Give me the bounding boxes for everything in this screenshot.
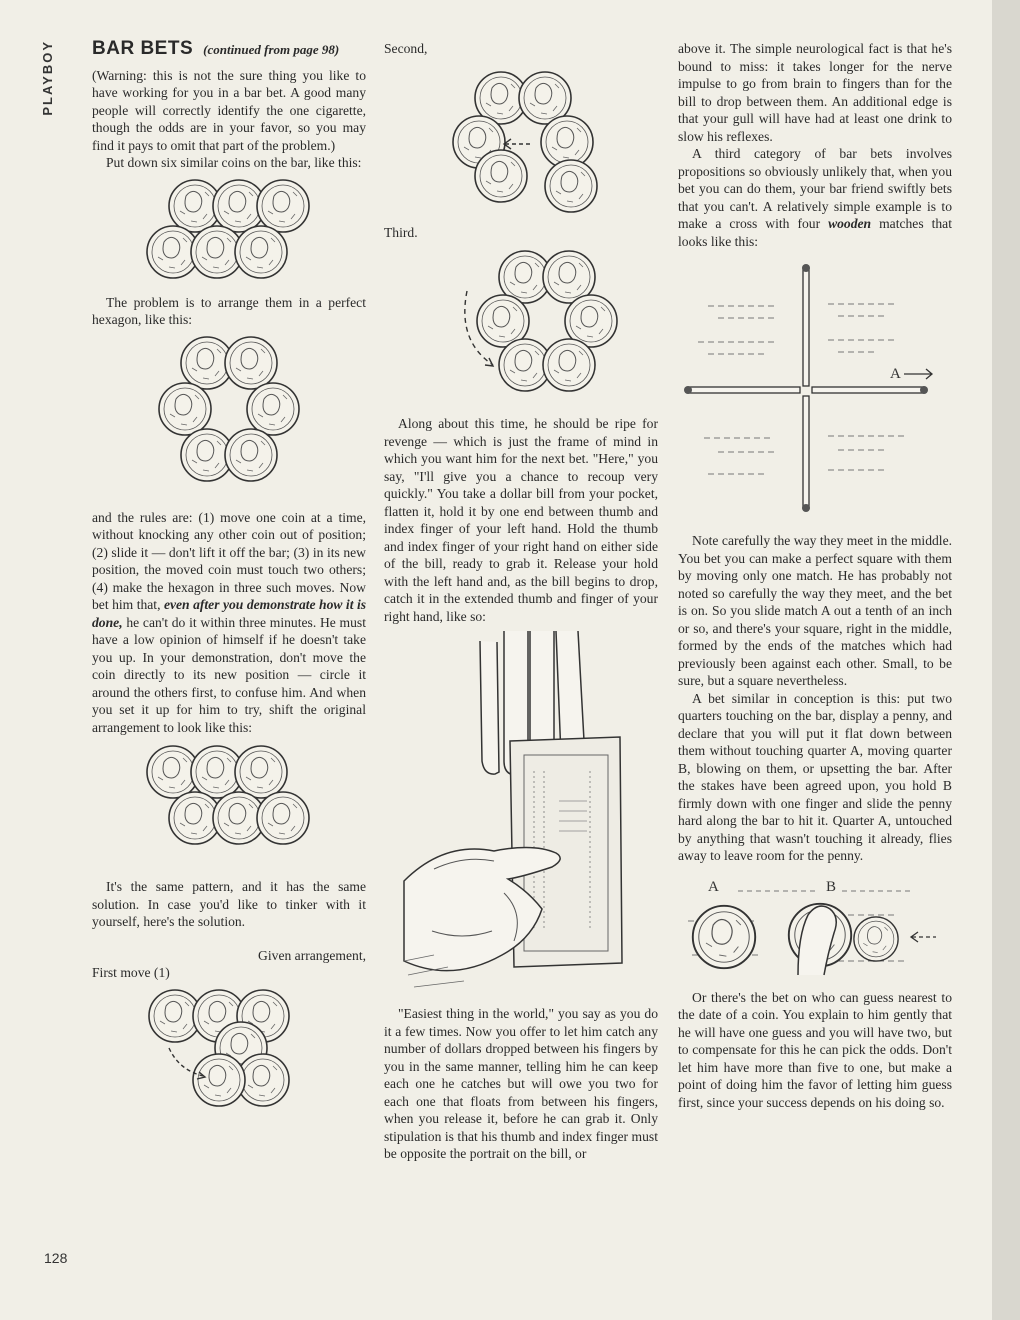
coin-label-b: B bbox=[826, 878, 837, 895]
magazine-name: PLAYBOY bbox=[40, 40, 55, 116]
match-label-a: A bbox=[890, 366, 901, 382]
caption-given-arrangement: Given arrangement, bbox=[258, 947, 366, 963]
coin-figure-shifted bbox=[139, 742, 319, 862]
caption-second: Second, bbox=[384, 41, 428, 56]
column-1 bbox=[92, 40, 366, 1114]
paragraph: and the rules are: (1) move one coin at a time, without knocking any other coin out of position; (2) slide it — don't lift it off the bar; (3) in its new position, the moved coin must touch two others; (4) make the hexagon in three such moves. Now bet him that, even after you demonstrate how it is done, he can't do it within three minutes. He must have a low opinion of himself if he doesn't take you up. In your demonstration, don't move the coin directly to its new position — circle it around the others first, to confuse him. And when you set it up for him to try, shift the original arrangement to look like this: bbox=[92, 509, 367, 735]
page-number: 128 bbox=[44, 1250, 68, 1266]
page-edge bbox=[992, 0, 1020, 1320]
column-3 bbox=[678, 40, 952, 1111]
caption-third: Third. bbox=[384, 224, 418, 240]
coin-figure-hexagon bbox=[139, 335, 319, 495]
paragraph: above it. The simple neurological fact is that he's bound to miss: it takes longer for the nerve impulse to go from brain to fingers than for the bill to drop between them. An additional edge is that your gull will have had at least one drink to slow his reflexes. bbox=[678, 41, 952, 144]
coin-figure-initial bbox=[139, 178, 319, 288]
paragraph: Note carefully the way they meet in the middle. You bet you can make a perfect square with them by moving only one match. He has probably not noted so carefully the way they meet, and the bet is on. So you slide match A out a tenth of an inch or so, and there's your square, right in the middle, formed by the ends of the matches which had previously been against each other. Small, to be sure, but a square nevertheless. bbox=[678, 533, 952, 688]
column-2 bbox=[384, 40, 658, 1163]
paragraph: Put down six similar coins on the bar, like this: bbox=[106, 155, 362, 170]
four-matches-cross-figure bbox=[678, 256, 952, 526]
quarters-and-penny-figure bbox=[678, 871, 952, 981]
paragraph: "Easiest thing in the world," you say as you do it a few times. Now you offer to let him catch any number of dollars dropped between his fingers by you in the same manner, telling him he can keep each one he catches but will owe you two for each one that floats from between his fingers, when you release it, before he can grab it. Only stipulation is that his thumb and index finger must be opposite the portrait on the bill, or bbox=[384, 1006, 658, 1161]
caption-first-move: First move (1) bbox=[92, 965, 170, 980]
article-title: BAR BETS bbox=[92, 38, 194, 59]
article-header bbox=[92, 40, 366, 59]
continued-note: (continued from page 98) bbox=[203, 42, 340, 57]
hand-catching-bill-illustration bbox=[384, 631, 658, 991]
coin-label-a: A bbox=[708, 878, 719, 895]
coin-figure-second-move bbox=[421, 64, 621, 214]
paragraph: Or there's the bet on who can guess nearest to the date of a coin. You explain to him gently that he will have one guess and you will have two, but to compensate for this he can pick the odds. Don't let him have more than five to one, but make a point of doing him the favor of letting him guess first, since your success depends on his doing so. bbox=[678, 989, 952, 1110]
paragraph: A third category of bar bets involves propositions so obviously unlikely that, when you bet you can do them, your bar friend swiftly bets that you can't. A relatively simple example is to make a cross with four wooden matches that looks like this: bbox=[678, 146, 952, 249]
paragraph: Along about this time, he should be ripe for revenge — which is just the frame of mind in which you want him for the next bet. "Here," you say, "I'll give you a chance to recoup very quickly." You take a dollar bill from your pocket, flatten it, hold it by one end between thumb and index finger of your left hand. Hold the thumb and index finger of your right hand on either side of the bill, ready to grab it. Release your hold with the left hand and, as the bill begins to drop, catch it in the extended thumb and finger of your right hand, like so: bbox=[384, 416, 658, 624]
paragraph: A bet similar in conception is this: put two quarters touching on the bar, display a penny, and declare that you will put it flat down between them without touching quarter A, moving quarter B, blowing on them, or upsetting the bar. After the stakes have been agreed upon, you hold B firmly down with one finger and slide the penny hard along the bar to hit it. Quarter A, untouched by anything that wasn't touching it already, flies away to leave room for the penny. bbox=[678, 690, 952, 863]
coin-figure-first-move bbox=[139, 988, 319, 1108]
coin-figure-third-move bbox=[421, 247, 621, 397]
paragraph: (Warning: this is not the sure thing you like to have working for you in a bar bet. A good many people will correctly identify the one cigarette, though the odds are in your favor, so you may find it pays to omit that part of the problem.) bbox=[92, 67, 366, 153]
paragraph: It's the same pattern, and it has the same solution. In case you'd like to tinker with it yourself, here's the solution. bbox=[92, 879, 366, 929]
paragraph: The problem is to arrange them in a perfect hexagon, like this: bbox=[92, 294, 366, 327]
